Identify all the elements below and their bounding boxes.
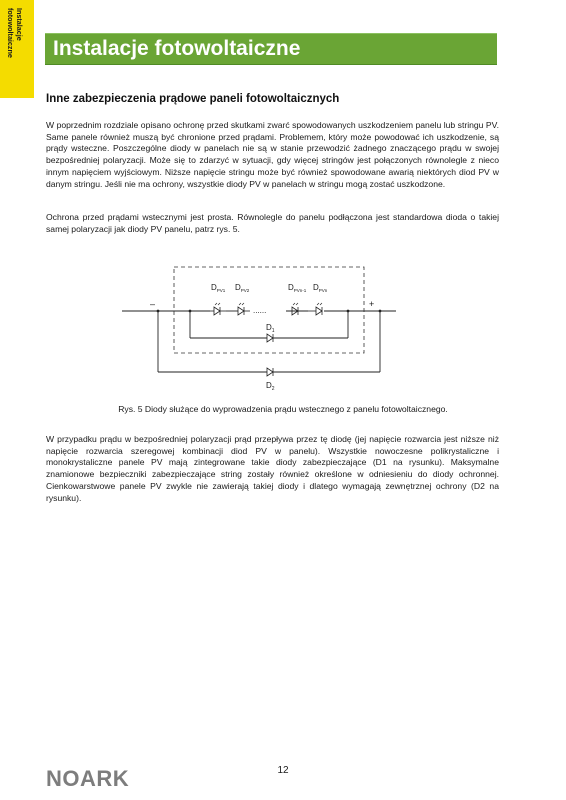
label-dpv1: $D_{PV1}$ (211, 283, 226, 293)
side-tab (0, 0, 34, 98)
label-dpvn-1: $D_{PVn-1}$ (288, 283, 307, 293)
side-tab-label-line2: fotowoltaiczne (6, 8, 15, 58)
section-heading: Inne zabezpieczenia prądowe paneli fotowoltaicznych (46, 93, 340, 105)
pv-diode-n (308, 303, 322, 315)
pv-diode-n-1 (292, 303, 308, 315)
paragraph-1: W poprzednim rozdziale opisano ochronę przed skutkami zwarć spowodowanych uszkodzeniem panelu lub stringu PV. Same panele również muszą być chronione przed prądami. Problemem, który może powodować ich uszkodzenie, są prądy wsteczne. Poszczególne diody w panelach nie są w stanie przewodzić żadnego znaczącego prądu w swojej bezpośredniej polaryzacji. Może się to zdarzyć w sytuacji, gdy więcej stringów jest połączonych równolegle z nieco innym napięciem wyjściowym. Niższe napięcie stringu może być również spowodowane awarią niektórych diod PV w danym stringu. Jeśli nie ma ochrony, wszystkie diody PV w panelach w stringu mogą zostać uszkodzone. (46, 120, 499, 189)
figure-caption: Rys. 5 Diody służące do wyprowadzenia prądu wstecznego z panelu fotowoltaicznego. (118, 404, 448, 414)
page-number: 12 (277, 765, 289, 776)
minus-terminal: – (150, 299, 156, 309)
pv-diode-2 (238, 303, 250, 315)
side-tab-label (6, 8, 24, 58)
circuit-diagram (118, 262, 400, 390)
pv-diode-1 (210, 303, 226, 315)
label-d1: $D_1$ (266, 323, 275, 334)
header-bar (45, 33, 497, 65)
panel-boundary (174, 267, 364, 353)
noark-logo: NOARK (46, 766, 130, 791)
label-dpvn: $D_{PVn}$ (313, 283, 328, 293)
label-d2: $D_2$ (266, 381, 275, 390)
label-dpv2: $D_{PV2}$ (235, 283, 250, 293)
paragraph-3: W przypadku prądu w bezpośredniej polaryzacji prąd przepływa przez tę diodę (jej napięcie rozwarcia jest niższe niż napięcie rozwarcia szeregowej kombinacji diod PV w panelu). Wszystkie nowoczesne polikrystaliczne i monokrystaliczne panele PV mają zintegrowane takie diody zabezpieczające (D1 na rysunku). Maksymalne znamionowe bezpieczniki zabezpieczające string zostały również określone w odniesieniu do diody ochronnej. Cienkowarstwowe panele PV zwykle nie zawierają takiej diody i dlatego wymagają zewnętrznej ochrony (D2 na rysunku). (46, 434, 499, 503)
paragraph-2: Ochrona przed prądami wstecznymi jest prosta. Równolegle do panelu podłączona jest standardowa dioda o takiej samej polaryzacji jak diody PV panelu, patrz rys. 5. (46, 212, 499, 234)
ellipsis-dots: ...... (253, 306, 267, 315)
plus-terminal: + (369, 299, 375, 309)
page-title: Instalacje fotowoltaiczne (53, 37, 301, 60)
side-tab-label-line1: Instalacje (15, 8, 24, 41)
